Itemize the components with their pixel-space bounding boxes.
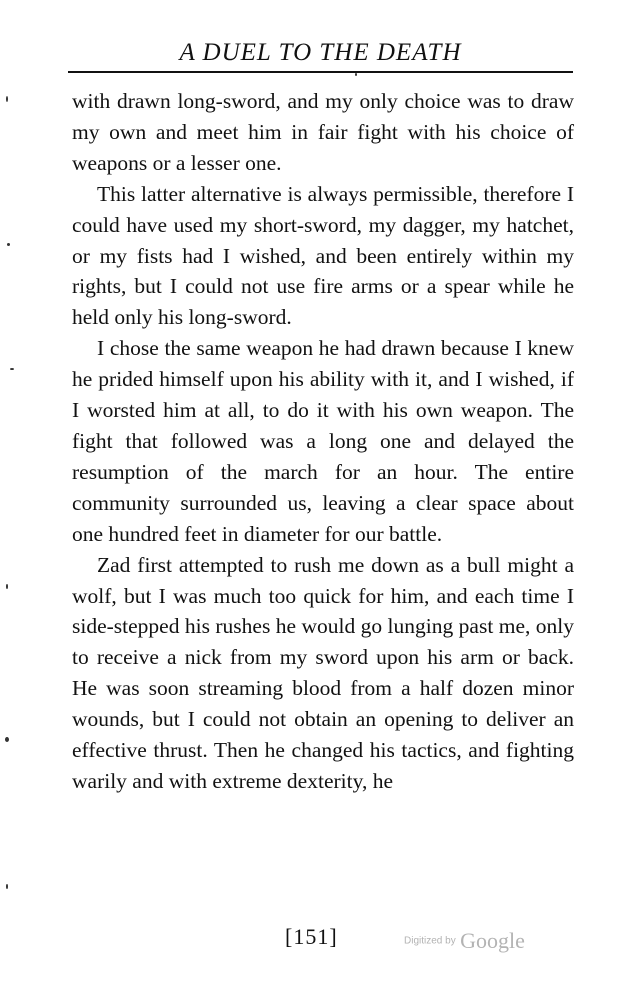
paragraph: This latter alternative is always permissible, therefore I could have used my short-sword, my dagger, my hatchet, or my fists had I wished, and been entirely within my rights, but I could not use fire arms or a spear while he held only his long-sword.: [72, 181, 574, 330]
scan-speck: [5, 737, 9, 742]
header-rule: [68, 71, 573, 73]
watermark-prefix: Digitized by: [404, 935, 456, 947]
scan-speck: [355, 73, 357, 76]
paragraph: Zad first attempted to rush me down as a bull might a wolf, but I was much too quick for him, and each time I side-stepped his rushes he would go lunging past me, only to receive a nick from my sword upon his arm or back. He was soon streaming blood from a half dozen minor wounds, but I could not obtain an opening to deliver an effective thrust. Then he changed his tactics, and fighting warily and with extreme dexterity, he: [72, 552, 574, 793]
watermark-brand: Google: [460, 928, 525, 953]
paragraph-continued: with drawn long-sword, and my only choice was to draw my own and meet him in fair fight with his choice of weapons or a lesser one.: [72, 89, 574, 175]
scan-speck: [6, 584, 8, 589]
paragraph: I chose the same weapon he had drawn because I knew he prided himself upon his ability with it, and I wished, if I worsted him at all, to do it with his own weapon. The fight that followed was a long one and delayed the resumption of the march for an hour. The entire community surrounded us, leaving a clear space about one hundred feet in diameter for our battle.: [72, 336, 574, 546]
running-head: A DUEL TO THE DEATH: [179, 39, 462, 66]
digitized-watermark: [404, 928, 525, 954]
scan-speck: [6, 96, 8, 102]
page-number: [151]: [285, 924, 338, 949]
scan-speck: [7, 243, 10, 246]
scan-speck: [10, 368, 14, 370]
scan-speck: [6, 884, 8, 889]
body-text: [72, 86, 574, 797]
